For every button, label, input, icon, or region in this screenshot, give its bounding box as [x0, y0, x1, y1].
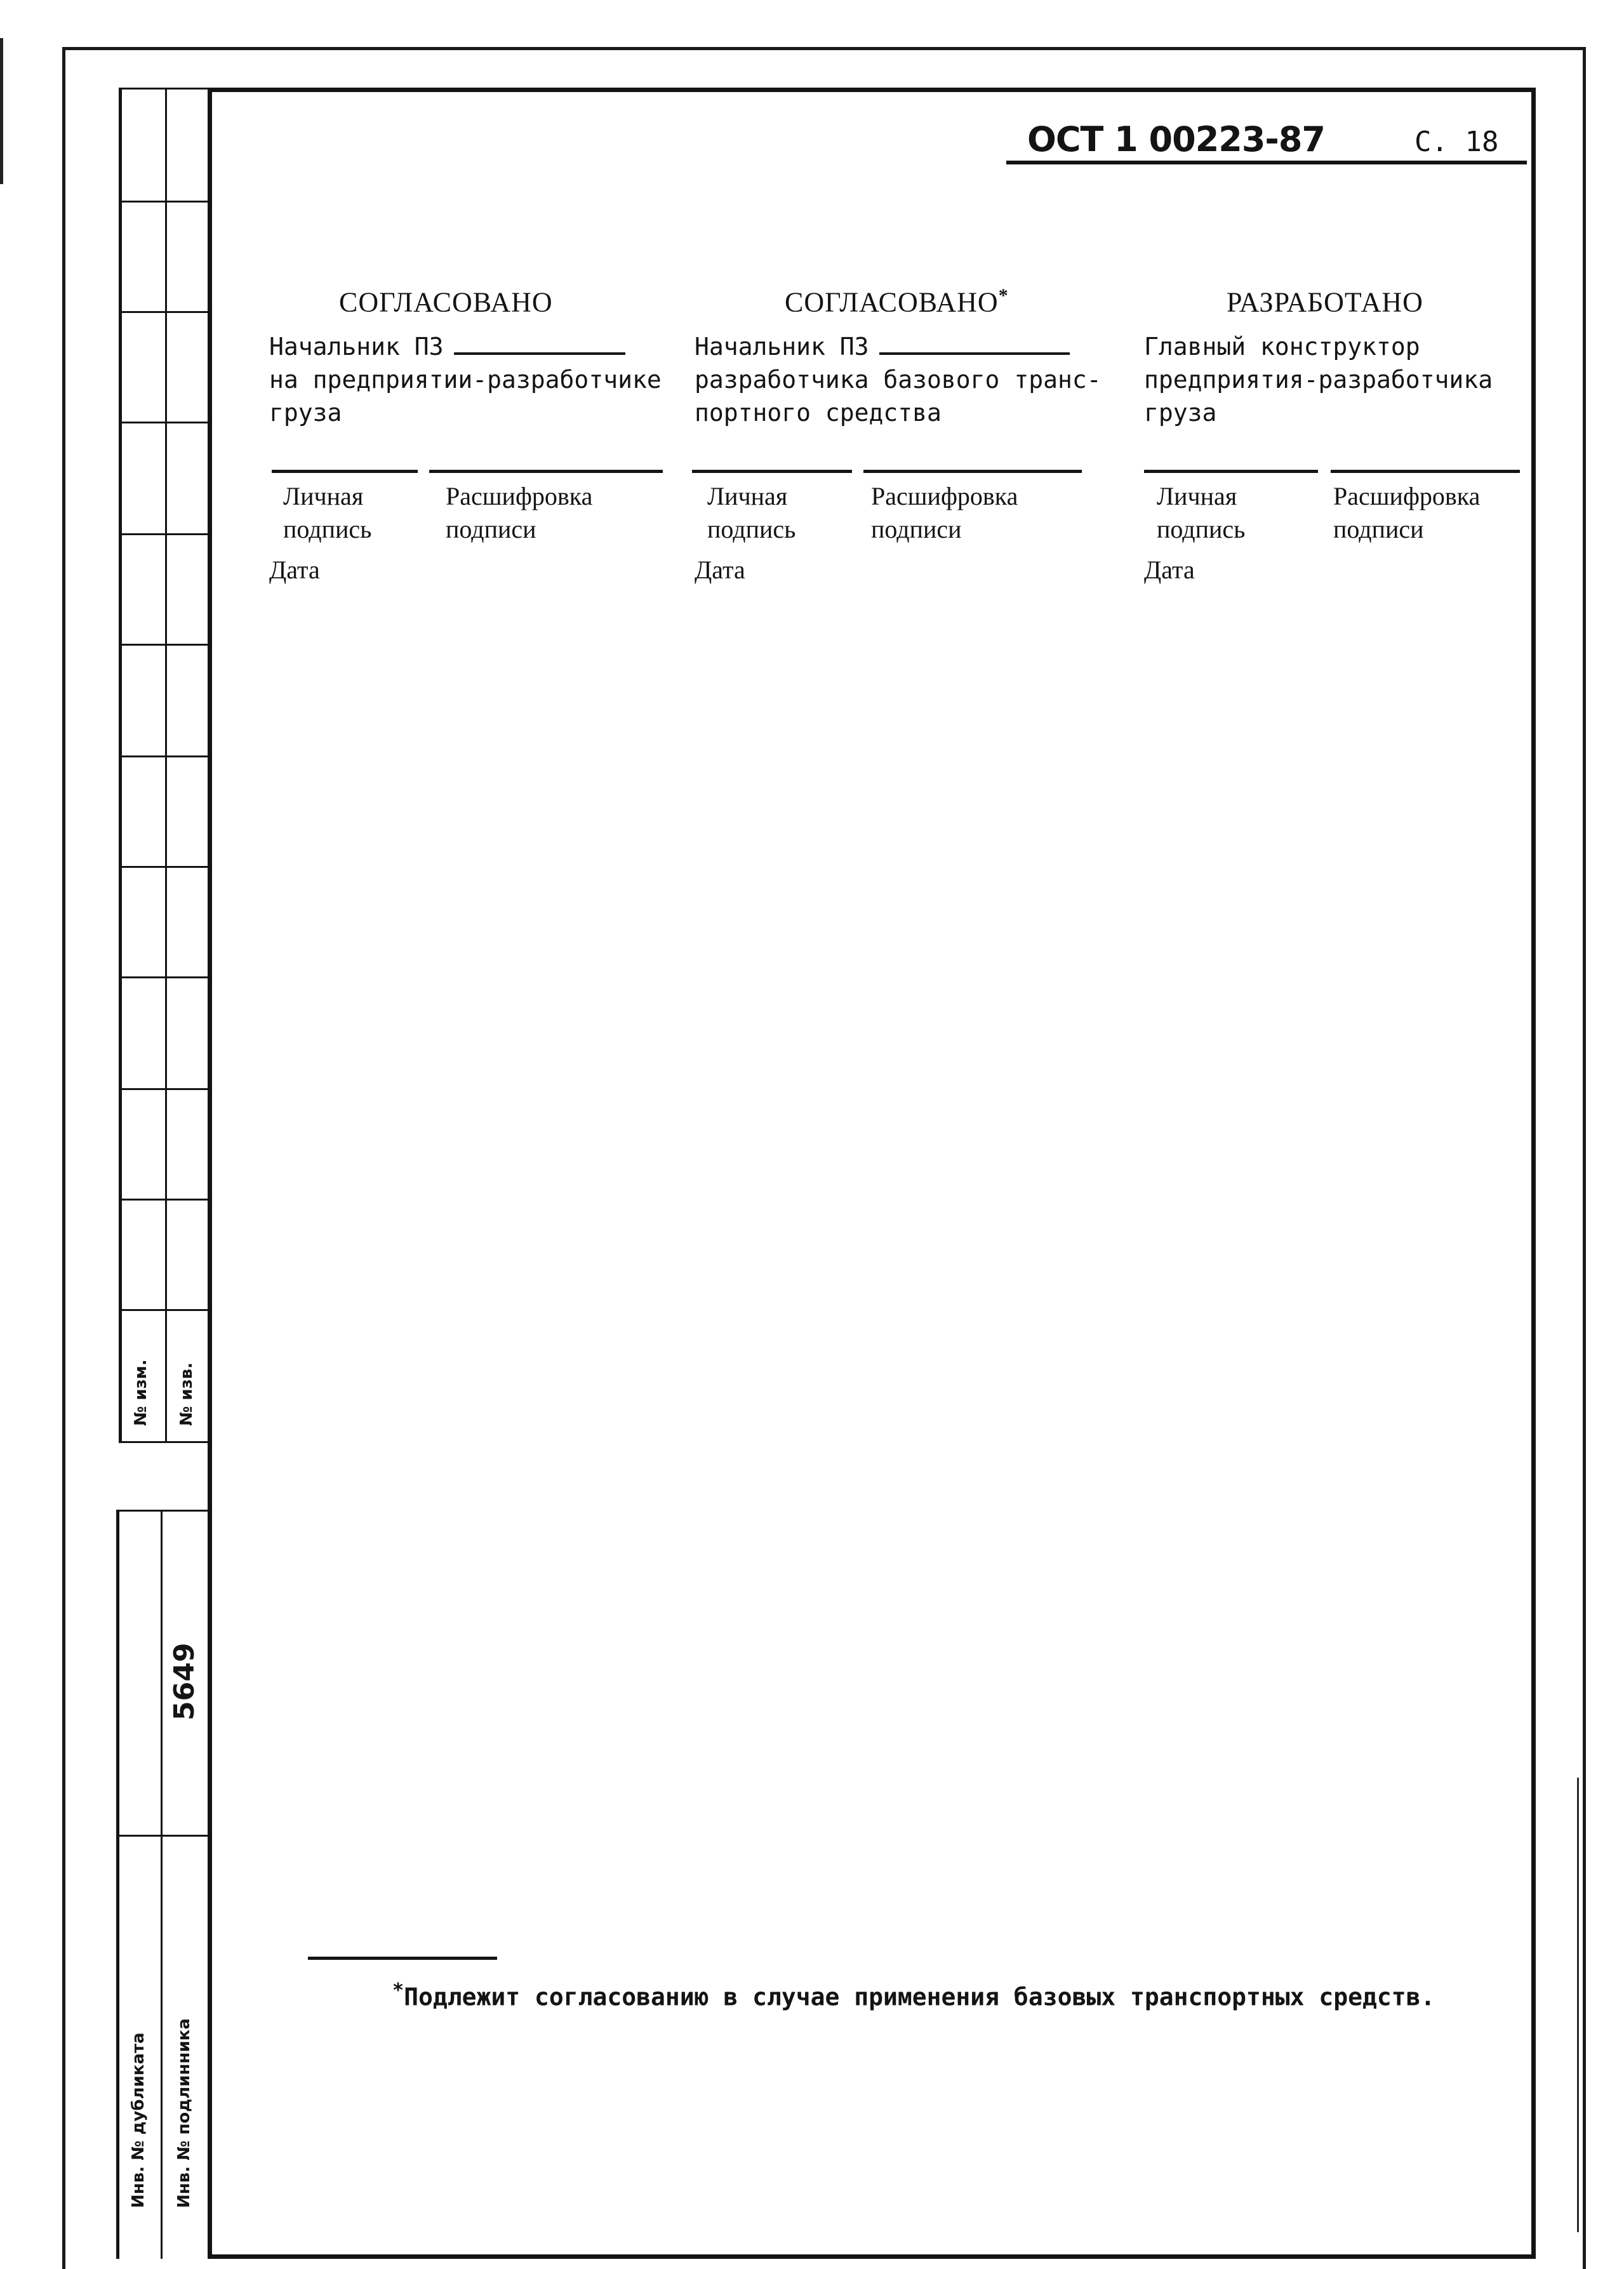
footnote-mark: * [392, 1980, 404, 2002]
role-line-1: Главный конструктор [1144, 333, 1420, 361]
role-block [695, 330, 1102, 429]
date-label: Дата [1144, 556, 1195, 584]
strip-cell-separator [119, 533, 208, 535]
strip-column-divider [161, 1510, 163, 2259]
strip-cell-separator [119, 644, 208, 646]
signature-decode-line [429, 470, 663, 473]
signature-blank [879, 352, 1070, 355]
signature-decode-label: Расшифровка подписи [871, 482, 1018, 543]
strip-cell-separator [119, 1088, 208, 1090]
strip-cell-separator [119, 311, 208, 313]
personal-signature-line [272, 470, 418, 473]
strip-left-border [116, 1510, 119, 2259]
role-line-2: предприятия-разработчика [1144, 366, 1493, 394]
personal-signature-label: Личная подпись [1157, 482, 1246, 543]
role-line-3: портного средства [695, 399, 942, 427]
strip-cell-separator [119, 1309, 208, 1311]
outer-frame-right-segment [1577, 1778, 1579, 2232]
role-line-3: груза [1144, 399, 1217, 427]
column-title-text: СОГЛАСОВАНО [785, 286, 999, 318]
signature-decode-label: Расшифровка подписи [1333, 482, 1481, 543]
role-block [1144, 330, 1493, 429]
personal-signature-label: Личная подпись [707, 482, 796, 543]
role-line-1: Начальник ПЗ [269, 333, 444, 361]
role-line-3: груза [269, 399, 342, 427]
header-rule [1006, 161, 1527, 164]
date-label: Дата [695, 556, 745, 584]
strip-cell-separator [119, 201, 208, 203]
personal-signature-line [1144, 470, 1318, 473]
role-line-2: на предприятии-разработчике [269, 366, 662, 394]
date-label: Дата [269, 556, 320, 584]
role-line-1: Начальник ПЗ [695, 333, 869, 361]
strip-cell-separator [116, 1510, 208, 1512]
personal-signature-line [692, 470, 852, 473]
original-inventory-number: 5649 [168, 1642, 201, 1720]
page-number: С. 18 [1414, 126, 1499, 158]
signature-decode-label: Расшифровка подписи [446, 482, 593, 543]
strip-cell-separator [119, 866, 208, 868]
column-title [785, 279, 1009, 319]
signature-blank [454, 352, 625, 355]
role-line-2: разработчика базового транс- [695, 366, 1102, 394]
footnote [392, 1980, 1435, 2011]
scan-edge-mark [0, 38, 3, 184]
strip-cell-separator [119, 1199, 208, 1201]
strip-cell-separator [116, 1835, 208, 1837]
strip-cell-separator [119, 755, 208, 757]
strip-cell-separator [119, 1441, 208, 1443]
notice-number-label: № изв. [177, 1362, 196, 1426]
strip-cell-separator [119, 88, 208, 90]
column-title [1227, 279, 1423, 319]
change-number-label: № изм. [131, 1359, 150, 1426]
footnote-text: Подлежит согласованию в случае применения базовых транспортных средств. [404, 1983, 1435, 2011]
column-title [339, 279, 553, 319]
document-code: ОСТ 1 00223-87 [1027, 119, 1325, 159]
original-inventory-label: Инв. № подлинника [175, 2018, 194, 2208]
strip-cell-separator [119, 976, 208, 978]
column-title-mark: * [998, 285, 1009, 306]
column-title-text: РАЗРАБОТАНО [1227, 286, 1423, 318]
signature-decode-line [863, 470, 1082, 473]
duplicate-inventory-label: Инв. № дубликата [129, 2032, 148, 2208]
strip-left-border [119, 88, 122, 1442]
role-block [269, 330, 662, 429]
column-title-text: СОГЛАСОВАНО [339, 286, 553, 318]
footnote-rule [308, 1957, 497, 1960]
side-strip [119, 88, 208, 2259]
personal-signature-label: Личная подпись [283, 482, 372, 543]
strip-cell-separator [119, 422, 208, 423]
signature-decode-line [1331, 470, 1520, 473]
strip-column-divider [165, 88, 167, 1442]
